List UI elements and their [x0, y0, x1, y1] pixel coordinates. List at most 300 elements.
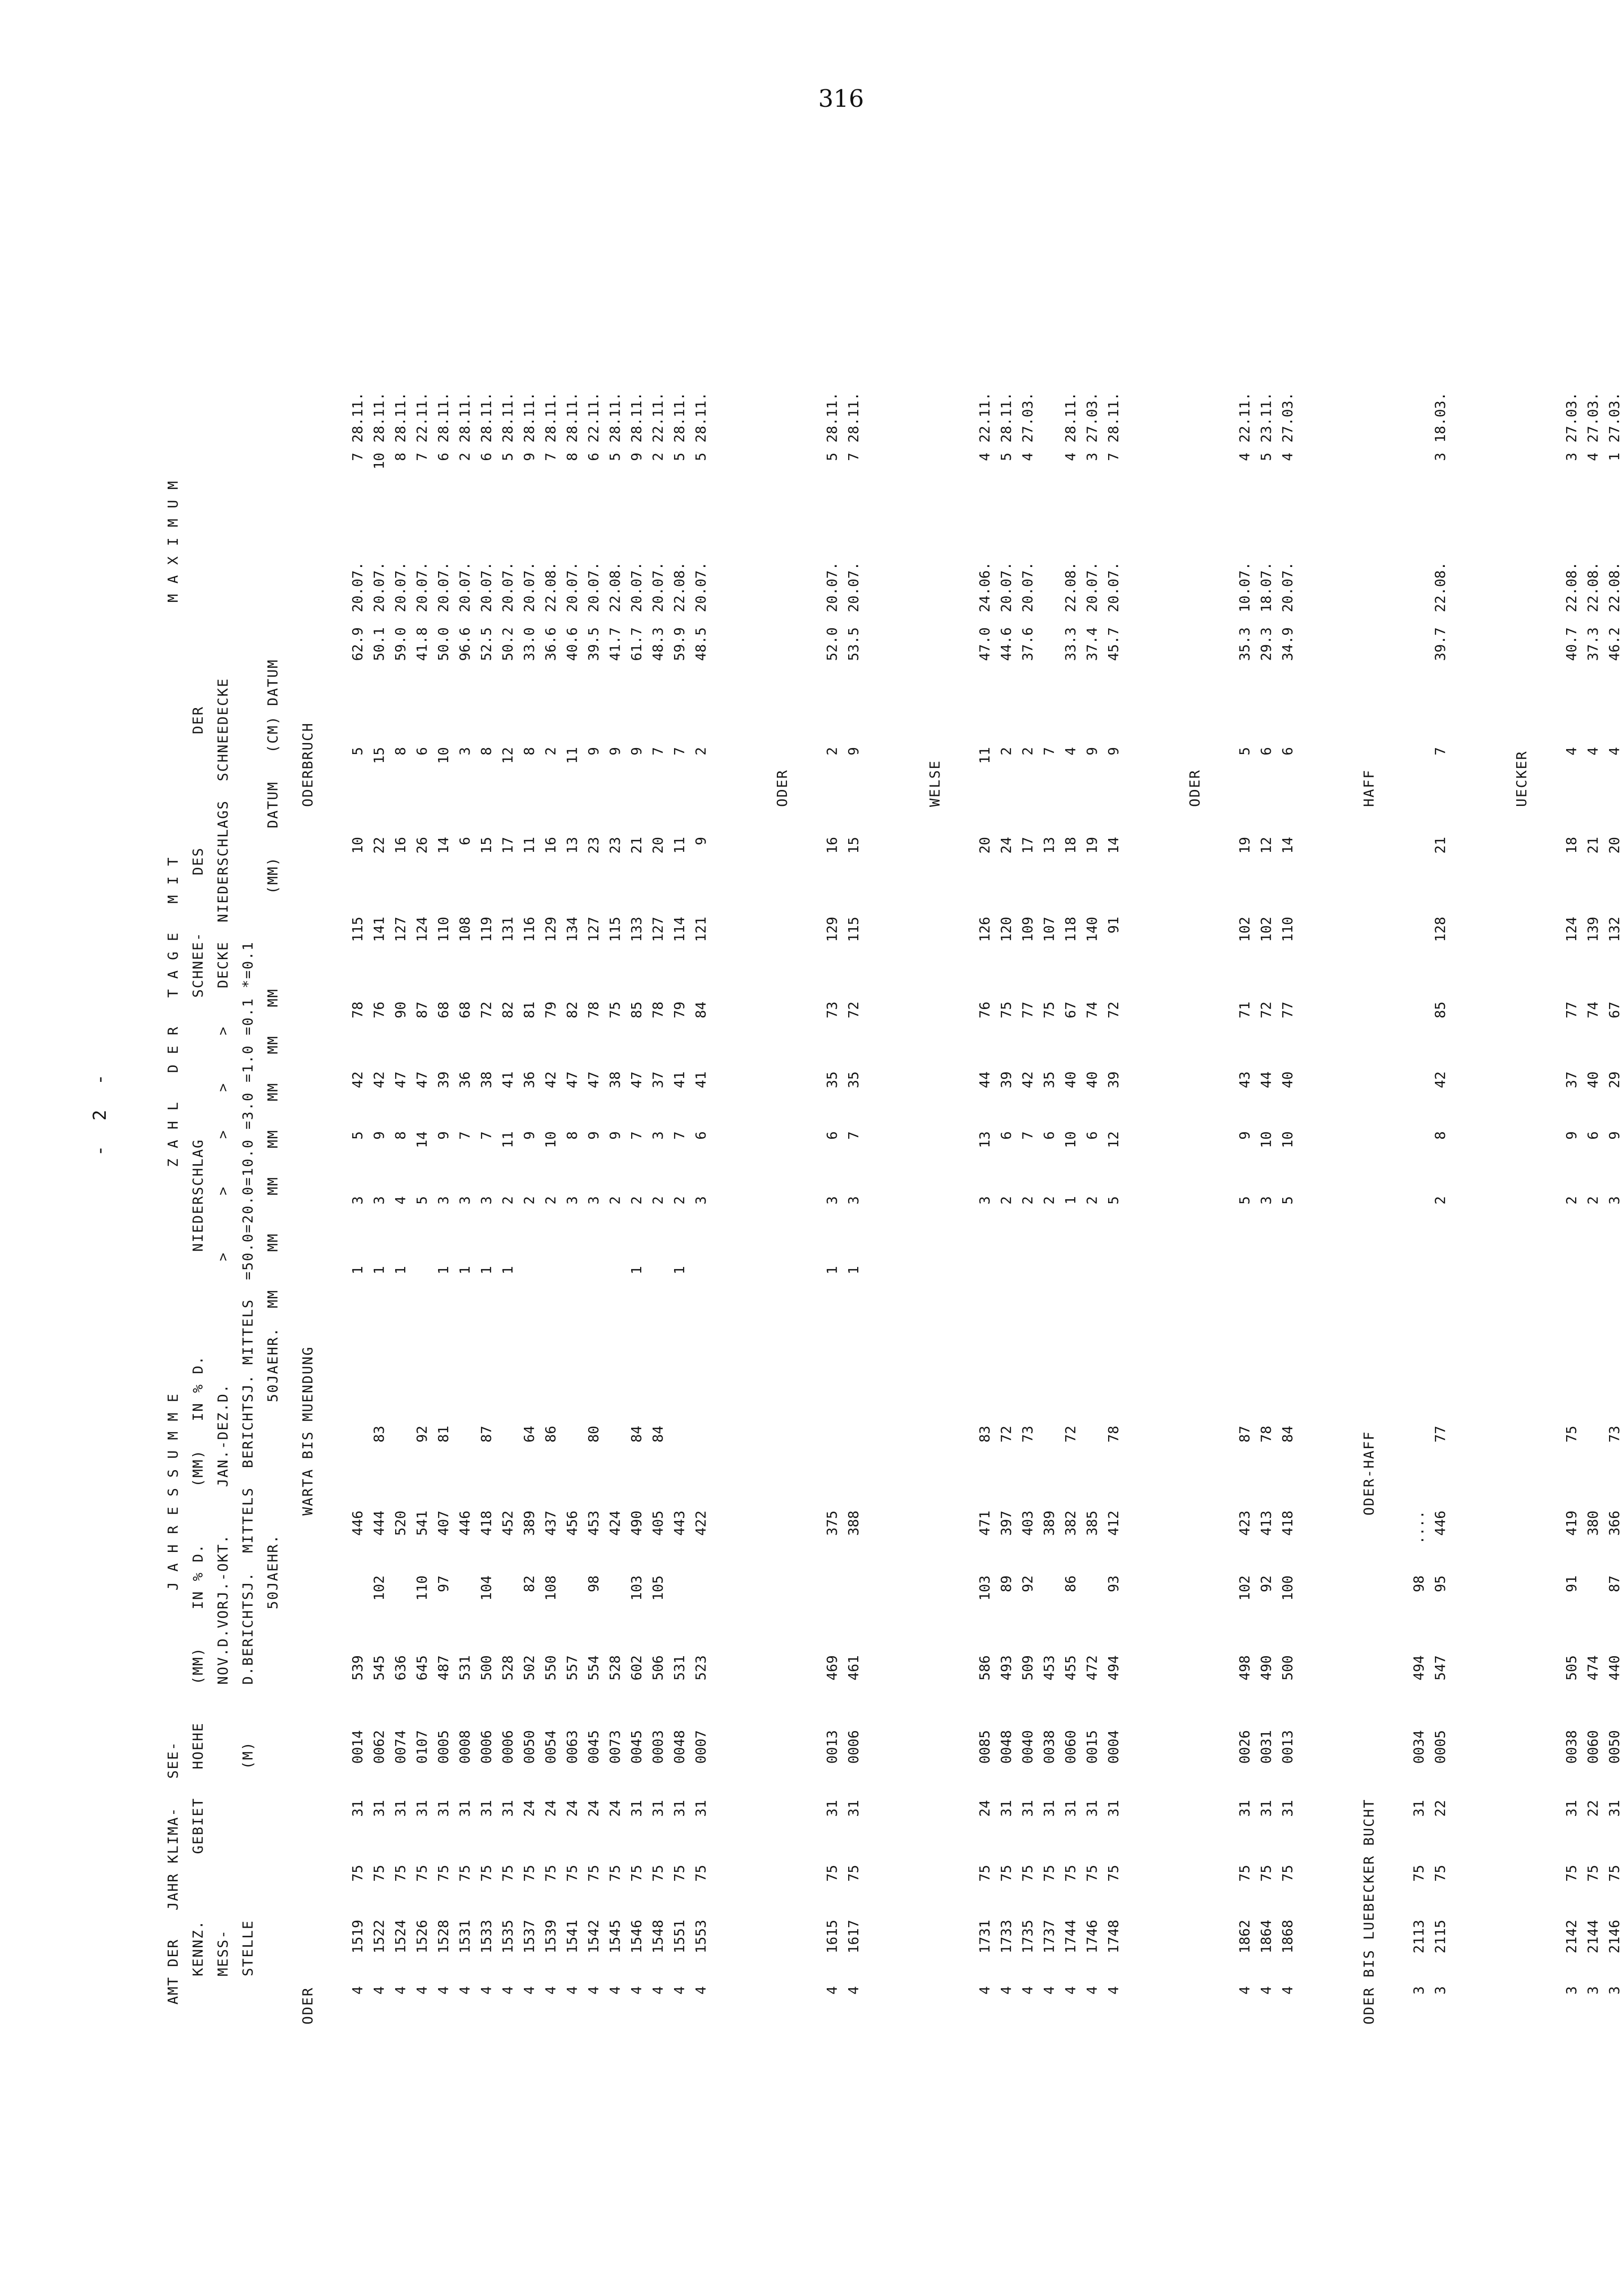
- snow-days: 15: [371, 747, 387, 764]
- sum-jan-dez: 419: [1563, 1511, 1580, 1536]
- days-less: 22: [371, 837, 387, 854]
- pct-jan-dez: 86: [542, 1426, 559, 1443]
- max-snow-date: 28.11.: [564, 392, 580, 443]
- jahr: 75: [435, 1865, 452, 1882]
- max-precip: 59.0: [392, 627, 409, 661]
- days-3: 47: [564, 1071, 580, 1088]
- days-01: 124: [1563, 917, 1580, 942]
- sum-nov-okt: 528: [607, 1655, 623, 1681]
- station-id: 1546: [628, 1920, 645, 1954]
- jahr: 75: [650, 1865, 666, 1882]
- pct-nov-okt: 100: [1279, 1575, 1296, 1601]
- sum-jan-dez: 520: [392, 1511, 409, 1536]
- days-10: 7: [845, 1131, 862, 1140]
- days-less: 15: [478, 837, 494, 854]
- sum-nov-okt: 440: [1606, 1655, 1623, 1681]
- max-precip-date: 10.07.: [1236, 561, 1253, 612]
- table-row: [607, 0, 625, 2294]
- station-id: 1541: [564, 1920, 580, 1954]
- amt: 4: [564, 1986, 580, 1995]
- days-10: 9: [585, 1131, 602, 1140]
- days-3: 35: [845, 1071, 862, 1088]
- sum-nov-okt: 472: [1084, 1655, 1100, 1681]
- pct-nov-okt: 93: [1105, 1575, 1122, 1592]
- table-row: [478, 0, 496, 2294]
- max-precip-date: 22.08.: [1432, 561, 1448, 612]
- days-20: 2: [998, 1196, 1014, 1205]
- max-precip-date: 20.07.: [478, 561, 494, 612]
- days-20: 2: [650, 1196, 666, 1205]
- jahr: 75: [671, 1865, 688, 1882]
- days-20: 5: [1105, 1196, 1122, 1205]
- sum-jan-dez: 446: [1432, 1511, 1448, 1536]
- table-row: [1236, 0, 1254, 2294]
- snow-days: 6: [1258, 747, 1274, 756]
- snow-days: 4: [1563, 747, 1580, 756]
- max-snow: 9: [521, 453, 537, 461]
- section-subtitle: WARTA BIS MUENDUNG: [299, 1346, 316, 1516]
- klima-gebiet: 31: [435, 1800, 452, 1817]
- days-20: 3: [845, 1196, 862, 1205]
- sum-nov-okt: 509: [1019, 1655, 1036, 1681]
- sum-jan-dez: 412: [1105, 1511, 1122, 1536]
- snow-days: 2: [998, 747, 1014, 756]
- days-10: 9: [521, 1131, 537, 1140]
- days-1: 85: [628, 1002, 645, 1019]
- sum-jan-dez: 471: [976, 1511, 993, 1536]
- pct-jan-dez: 83: [371, 1426, 387, 1443]
- days-less: 13: [1041, 837, 1057, 854]
- sum-jan-dez: 418: [1279, 1511, 1296, 1536]
- snow-days: 4: [1606, 747, 1623, 756]
- days-10: 9: [607, 1131, 623, 1140]
- table-row: [542, 0, 560, 2294]
- sum-nov-okt: 545: [371, 1655, 387, 1681]
- days-3: 40: [1585, 1071, 1601, 1088]
- pct-nov-okt: 108: [542, 1575, 559, 1601]
- table-row: [1585, 0, 1603, 2294]
- days-less: 15: [845, 837, 862, 854]
- max-snow-date: 28.11.: [392, 392, 409, 443]
- see-hoehe: 0054: [542, 1730, 559, 1764]
- see-hoehe: 0060: [1585, 1730, 1601, 1764]
- days-20: 3: [1258, 1196, 1274, 1205]
- days-01: 132: [1606, 917, 1623, 942]
- days-less: 21: [1585, 837, 1601, 854]
- max-snow-date: 28.11.: [371, 392, 387, 443]
- days-20: 2: [1432, 1196, 1448, 1205]
- max-precip: 61.7: [628, 627, 645, 661]
- amt: 4: [650, 1986, 666, 1995]
- sum-nov-okt: 531: [457, 1655, 473, 1681]
- days-50: 1: [628, 1266, 645, 1274]
- station-id: 1737: [1041, 1920, 1057, 1954]
- see-hoehe: 0005: [1432, 1730, 1448, 1764]
- days-3: 39: [998, 1071, 1014, 1088]
- days-01: 139: [1585, 917, 1601, 942]
- jahr: 75: [1105, 1865, 1122, 1882]
- days-less: 10: [349, 837, 366, 854]
- section-river: ODER: [1186, 769, 1203, 807]
- table-row: [499, 0, 517, 2294]
- pct-jan-dez: 73: [1606, 1426, 1623, 1443]
- days-1: 67: [1062, 1002, 1079, 1019]
- max-snow: 3: [1563, 453, 1580, 461]
- days-3: 42: [542, 1071, 559, 1088]
- max-precip: 45.7: [1105, 627, 1122, 661]
- klima-gebiet: 31: [392, 1800, 409, 1817]
- sum-nov-okt: 636: [392, 1655, 409, 1681]
- days-1: 71: [1236, 1002, 1253, 1019]
- days-1: 82: [499, 1002, 516, 1019]
- max-precip: 39.5: [585, 627, 602, 661]
- jahr: 75: [1563, 1865, 1580, 1882]
- header-line: KENNZ. GEBIET HOEHE (MM) IN % D. (MM) IN % D. NIEDERSCHLAG SCHNEE- DES DER: [190, 706, 206, 2005]
- amt: 4: [845, 1986, 862, 1995]
- sum-nov-okt: 469: [824, 1655, 840, 1681]
- station-id: 1617: [845, 1920, 862, 1954]
- see-hoehe: 0040: [1019, 1730, 1036, 1764]
- sum-jan-dez: 453: [585, 1511, 602, 1536]
- pct-nov-okt: 89: [998, 1575, 1014, 1592]
- sum-nov-okt: 453: [1041, 1655, 1057, 1681]
- klima-gebiet: 24: [521, 1800, 537, 1817]
- snow-days: 9: [585, 747, 602, 756]
- days-20: 2: [1585, 1196, 1601, 1205]
- sum-jan-dez: ....: [1410, 1511, 1427, 1544]
- klima-gebiet: 31: [371, 1800, 387, 1817]
- station-id: 2146: [1606, 1920, 1623, 1954]
- days-1: 74: [1084, 1002, 1100, 1019]
- max-precip-date: 20.07.: [585, 561, 602, 612]
- max-snow: 7: [414, 453, 430, 461]
- jahr: 75: [564, 1865, 580, 1882]
- sum-jan-dez: 380: [1585, 1511, 1601, 1536]
- table-row: [1279, 0, 1297, 2294]
- table-row: [371, 0, 389, 2294]
- jahr: 75: [607, 1865, 623, 1882]
- klima-gebiet: 31: [457, 1800, 473, 1817]
- days-1: 78: [585, 1002, 602, 1019]
- table-row: [1041, 0, 1059, 2294]
- station-id: 1526: [414, 1920, 430, 1954]
- max-snow: 6: [435, 453, 452, 461]
- days-less: 19: [1236, 837, 1253, 854]
- station-id: 1545: [607, 1920, 623, 1954]
- days-20: 2: [1019, 1196, 1036, 1205]
- station-id: 1735: [1019, 1920, 1036, 1954]
- max-precip: 59.9: [671, 627, 688, 661]
- klima-gebiet: 24: [607, 1800, 623, 1817]
- amt: 3: [1410, 1986, 1427, 1995]
- days-1: 84: [693, 1002, 709, 1019]
- days-01: 107: [1041, 917, 1057, 942]
- station-id: 1748: [1105, 1920, 1122, 1954]
- days-3: 35: [1041, 1071, 1057, 1088]
- amt: 4: [349, 1986, 366, 1995]
- days-50: 1: [478, 1266, 494, 1274]
- pct-nov-okt: 98: [585, 1575, 602, 1592]
- see-hoehe: 0013: [824, 1730, 840, 1764]
- max-snow-date: 27.03.: [1279, 392, 1296, 443]
- max-snow: 4: [1062, 453, 1079, 461]
- amt: 4: [1084, 1986, 1100, 1995]
- days-20: 3: [564, 1196, 580, 1205]
- days-50: 1: [845, 1266, 862, 1274]
- max-precip-date: 22.08.: [1585, 561, 1601, 612]
- max-precip-date: 20.07.: [435, 561, 452, 612]
- amt: 4: [671, 1986, 688, 1995]
- pct-jan-dez: 75: [1563, 1426, 1580, 1443]
- pct-nov-okt: 103: [976, 1575, 993, 1601]
- jahr: 75: [1236, 1865, 1253, 1882]
- days-3: 37: [650, 1071, 666, 1088]
- snow-days: 3: [457, 747, 473, 756]
- days-1: 82: [564, 1002, 580, 1019]
- days-01: 108: [457, 917, 473, 942]
- max-snow: 5: [499, 453, 516, 461]
- days-01: 119: [478, 917, 494, 942]
- days-10: 6: [824, 1131, 840, 1140]
- days-less: 14: [1279, 837, 1296, 854]
- pct-jan-dez: 78: [1105, 1426, 1122, 1443]
- pct-nov-okt: 105: [650, 1575, 666, 1601]
- days-1: 79: [542, 1002, 559, 1019]
- days-01: 129: [542, 917, 559, 942]
- table-row: [414, 0, 432, 2294]
- days-01: 115: [845, 917, 862, 942]
- days-20: 2: [521, 1196, 537, 1205]
- see-hoehe: 0038: [1041, 1730, 1057, 1764]
- sum-nov-okt: 554: [585, 1655, 602, 1681]
- table-row: [650, 0, 668, 2294]
- see-hoehe: 0031: [1258, 1730, 1274, 1764]
- days-01: 127: [392, 917, 409, 942]
- table-row: [585, 0, 603, 2294]
- klima-gebiet: 31: [628, 1800, 645, 1817]
- days-10: 11: [499, 1131, 516, 1148]
- days-10: 6: [1041, 1131, 1057, 1140]
- table-row: [1062, 0, 1080, 2294]
- days-01: 110: [435, 917, 452, 942]
- days-10: 6: [1084, 1131, 1100, 1140]
- days-3: 43: [1236, 1071, 1253, 1088]
- days-20: 2: [628, 1196, 645, 1205]
- max-snow-date: 28.11.: [521, 392, 537, 443]
- days-10: 6: [998, 1131, 1014, 1140]
- amt: 4: [628, 1986, 645, 1995]
- days-20: 2: [1563, 1196, 1580, 1205]
- section-title: ODER BIS LUEBECKER BUCHT: [1361, 1798, 1377, 2025]
- max-precip: 40.7: [1563, 627, 1580, 661]
- days-10: 7: [457, 1131, 473, 1140]
- max-snow-date: 18.03.: [1432, 392, 1448, 443]
- days-10: 6: [1585, 1131, 1601, 1140]
- klima-gebiet: 31: [1258, 1800, 1274, 1817]
- pct-jan-dez: 78: [1258, 1426, 1274, 1443]
- pct-nov-okt: 87: [1606, 1575, 1623, 1592]
- sum-jan-dez: 405: [650, 1511, 666, 1536]
- max-precip-date: 20.07.: [564, 561, 580, 612]
- snow-days: 10: [435, 747, 452, 764]
- sum-jan-dez: 382: [1062, 1511, 1079, 1536]
- pct-nov-okt: 92: [1258, 1575, 1274, 1592]
- klima-gebiet: 31: [414, 1800, 430, 1817]
- max-precip: 50.2: [499, 627, 516, 661]
- sum-jan-dez: 418: [478, 1511, 494, 1536]
- days-less: 23: [607, 837, 623, 854]
- amt: 4: [585, 1986, 602, 1995]
- days-20: 3: [1606, 1196, 1623, 1205]
- days-10: 7: [478, 1131, 494, 1140]
- days-3: 39: [435, 1071, 452, 1088]
- sum-jan-dez: 388: [845, 1511, 862, 1536]
- days-10: 12: [1105, 1131, 1122, 1148]
- see-hoehe: 0107: [414, 1730, 430, 1764]
- max-snow-date: 27.03.: [1563, 392, 1580, 443]
- max-precip-date: 20.07.: [845, 561, 862, 612]
- sum-nov-okt: 547: [1432, 1655, 1448, 1681]
- days-20: 1: [1062, 1196, 1079, 1205]
- max-precip: 48.5: [693, 627, 709, 661]
- max-precip: 37.6: [1019, 627, 1036, 661]
- days-less: 6: [457, 837, 473, 845]
- station-id: 1519: [349, 1920, 366, 1954]
- days-1: 77: [1019, 1002, 1036, 1019]
- section-river: ODER: [774, 769, 790, 807]
- days-20: 4: [392, 1196, 409, 1205]
- sum-nov-okt: 505: [1563, 1655, 1580, 1681]
- snow-days: 7: [650, 747, 666, 756]
- station-id: 1528: [435, 1920, 452, 1954]
- max-snow: 3: [1432, 453, 1448, 461]
- station-id: 2144: [1585, 1920, 1601, 1954]
- sum-jan-dez: 413: [1258, 1511, 1274, 1536]
- days-01: 109: [1019, 917, 1036, 942]
- days-1: 77: [1279, 1002, 1296, 1019]
- sum-nov-okt: 494: [1410, 1655, 1427, 1681]
- days-3: 36: [521, 1071, 537, 1088]
- max-snow: 7: [845, 453, 862, 461]
- max-snow: 6: [478, 453, 494, 461]
- days-3: 41: [671, 1071, 688, 1088]
- max-snow-date: 22.11.: [976, 392, 993, 443]
- header-line: STELLE (M) D.BERICHTSJ. MITTELS BERICHTSJ. MITTELS =50.0=20.0=10.0 =3.0 =1.0 =0.1 *=0.1: [239, 941, 256, 2005]
- days-1: 78: [349, 1002, 366, 1019]
- table-row: [521, 0, 539, 2294]
- sum-nov-okt: 531: [671, 1655, 688, 1681]
- pct-jan-dez: 84: [1279, 1426, 1296, 1443]
- max-snow: 5: [824, 453, 840, 461]
- page-marker: - 2 -: [90, 1067, 110, 1156]
- max-snow-date: 28.11.: [1105, 392, 1122, 443]
- max-precip-date: 20.07.: [650, 561, 666, 612]
- amt: 4: [414, 1986, 430, 1995]
- max-precip-date: 24.06.: [976, 561, 993, 612]
- days-10: 10: [1279, 1131, 1296, 1148]
- pct-jan-dez: 92: [414, 1426, 430, 1443]
- klima-gebiet: 22: [1432, 1800, 1448, 1817]
- days-20: 3: [824, 1196, 840, 1205]
- days-less: 13: [564, 837, 580, 854]
- days-3: 29: [1606, 1071, 1623, 1088]
- station-id: 2113: [1410, 1920, 1427, 1954]
- see-hoehe: 0006: [845, 1730, 862, 1764]
- snow-days: 9: [628, 747, 645, 756]
- max-precip-date: 22.08.: [1062, 561, 1079, 612]
- table-row: [628, 0, 646, 2294]
- days-1: 73: [824, 1002, 840, 1019]
- max-snow: 1: [1606, 453, 1623, 461]
- snow-days: 2: [1019, 747, 1036, 756]
- sum-jan-dez: 424: [607, 1511, 623, 1536]
- see-hoehe: 0003: [650, 1730, 666, 1764]
- amt: 4: [976, 1986, 993, 1995]
- table-row: [457, 0, 474, 2294]
- max-snow: 3: [1084, 453, 1100, 461]
- days-01: 120: [998, 917, 1014, 942]
- sum-nov-okt: 557: [564, 1655, 580, 1681]
- days-20: 5: [414, 1196, 430, 1205]
- max-snow-date: 28.11.: [1062, 392, 1079, 443]
- days-3: 37: [1563, 1071, 1580, 1088]
- days-3: 35: [824, 1071, 840, 1088]
- snow-days: 7: [1041, 747, 1057, 756]
- days-3: 38: [478, 1071, 494, 1088]
- days-3: 41: [499, 1071, 516, 1088]
- table-row: [392, 0, 410, 2294]
- jahr: 75: [499, 1865, 516, 1882]
- header-line: MESS- NOV.D.VORJ.-OKT. JAN.-DEZ.D. > > > > > DECKE NIEDERSCHLAGS SCHNEEDECKE: [215, 678, 231, 2005]
- max-precip-date: 22.08.: [607, 561, 623, 612]
- max-snow: 7: [542, 453, 559, 461]
- days-20: 3: [478, 1196, 494, 1205]
- days-50: 1: [457, 1266, 473, 1274]
- max-precip: 53.5: [845, 627, 862, 661]
- max-precip: 50.0: [435, 627, 452, 661]
- days-10: 8: [392, 1131, 409, 1140]
- max-snow: 9: [628, 453, 645, 461]
- station-id: 1542: [585, 1920, 602, 1954]
- station-id: 1548: [650, 1920, 666, 1954]
- snow-days: 12: [499, 747, 516, 764]
- days-20: 3: [693, 1196, 709, 1205]
- days-1: 87: [414, 1002, 430, 1019]
- snow-days: 8: [521, 747, 537, 756]
- amt: 4: [1041, 1986, 1057, 1995]
- see-hoehe: 0062: [371, 1730, 387, 1764]
- sum-jan-dez: 423: [1236, 1511, 1253, 1536]
- table-row: [824, 0, 842, 2294]
- max-precip: 47.0: [976, 627, 993, 661]
- days-01: 114: [671, 917, 688, 942]
- snow-days: 4: [1062, 747, 1079, 756]
- sum-jan-dez: 422: [693, 1511, 709, 1536]
- days-1: 90: [392, 1002, 409, 1019]
- max-snow-date: 28.11.: [998, 392, 1014, 443]
- days-01: 115: [607, 917, 623, 942]
- max-snow: 4: [1585, 453, 1601, 461]
- max-precip-date: 20.07.: [414, 561, 430, 612]
- snow-days: 2: [542, 747, 559, 756]
- station-id: 1539: [542, 1920, 559, 1954]
- table-row: [435, 0, 453, 2294]
- max-snow-date: 28.11.: [824, 392, 840, 443]
- jahr: 75: [542, 1865, 559, 1882]
- days-10: 5: [349, 1131, 366, 1140]
- days-50: 1: [824, 1266, 840, 1274]
- max-snow-date: 28.11.: [628, 392, 645, 443]
